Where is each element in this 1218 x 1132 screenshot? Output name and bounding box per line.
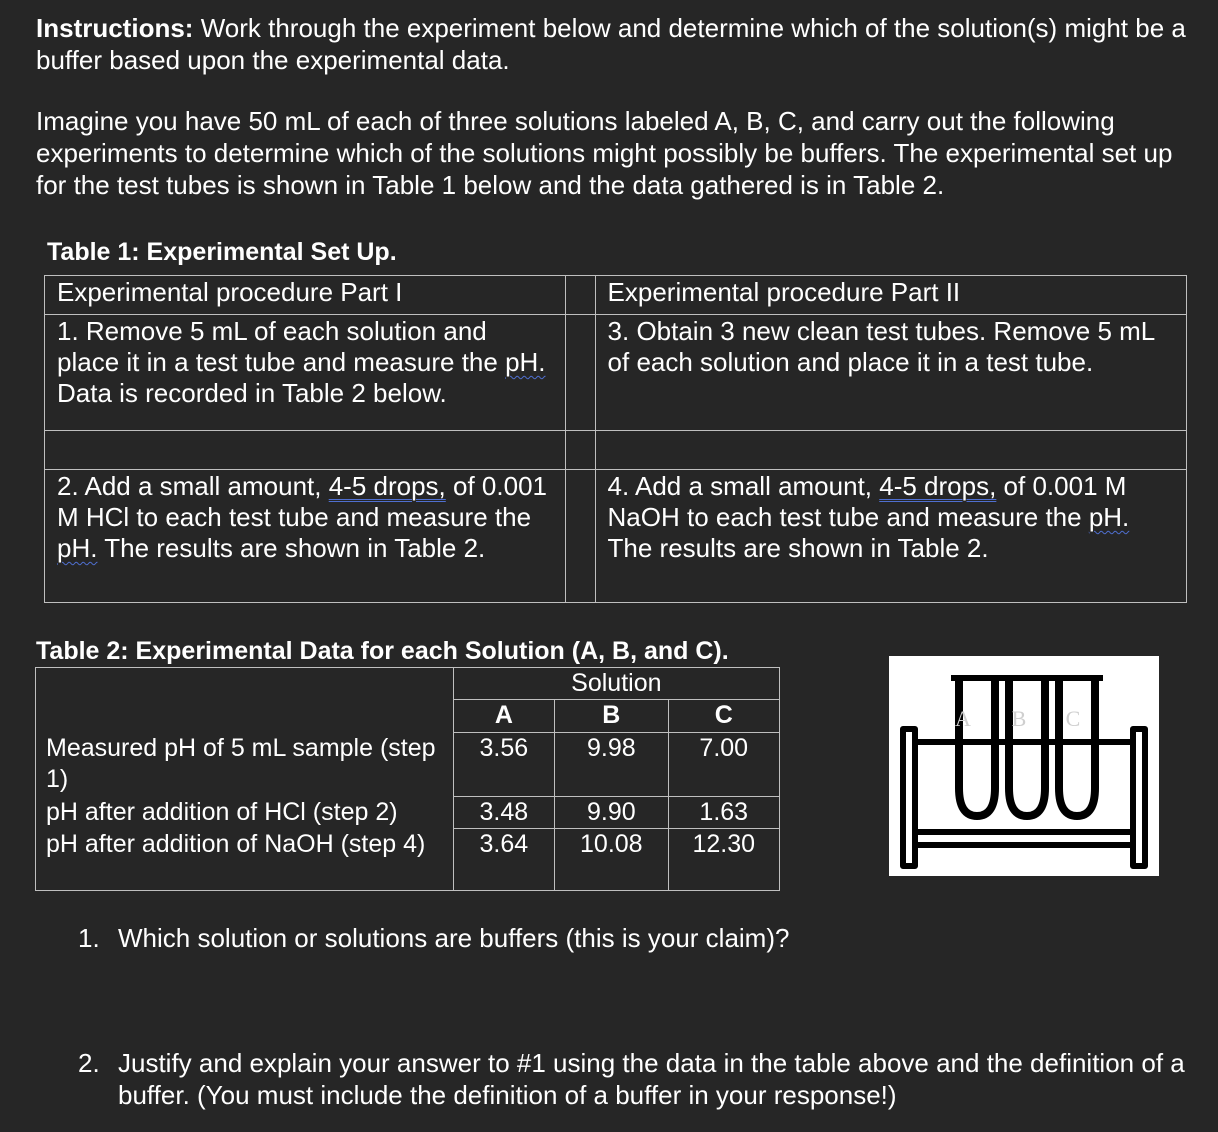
step2-drops: 4-5 drops,	[328, 471, 446, 501]
table1-header-row	[45, 276, 1187, 315]
test-tube-rack-image	[889, 656, 1159, 876]
step2-text-pre: 2. Add a small amount,	[57, 471, 329, 501]
table2-cell-r2-c: 1.63	[668, 797, 779, 829]
table1-step4-cell	[595, 470, 1186, 603]
tube-label-a: A	[955, 706, 971, 731]
table2-cell-r2-a: 3.48	[453, 797, 554, 829]
question-1-number: 1.	[78, 923, 100, 953]
table2-column-header-row	[36, 700, 780, 733]
step2-text-mid: of 0.001 M HCl to each test tube and measure the	[57, 471, 547, 532]
step4-ph: pH.	[1088, 502, 1130, 532]
tube-label-b: B	[1011, 706, 1027, 731]
table2-experimental-data	[35, 667, 780, 891]
step4-text-pre: 4. Add a small amount,	[607, 471, 880, 501]
table2-cell-r2-b: 9.90	[555, 797, 668, 829]
step4-drops: 4-5 drops,	[879, 471, 997, 501]
table1-empty-cell	[595, 431, 1186, 470]
table-row	[36, 733, 780, 797]
step2-text-post: The results are shown in Table 2.	[97, 533, 486, 563]
question-2	[78, 1047, 1198, 1111]
instructions-paragraph	[36, 12, 1201, 76]
question-1	[78, 922, 978, 954]
table-row	[36, 829, 780, 891]
table1-spacer-cell	[565, 276, 595, 315]
table2-col-b-header: B	[555, 700, 668, 733]
table1-step1-cell	[45, 315, 566, 431]
test-tube-rack-icon	[889, 656, 1159, 876]
table2-cell-r1-a: 3.56	[453, 733, 554, 797]
table2-cell-r1-b: 9.98	[555, 733, 668, 797]
table2-row2-label: pH after addition of HCl (step 2)	[36, 797, 454, 829]
table2-col-a-header: A	[453, 700, 554, 733]
step1-text-pre: 1. Remove 5 mL of each solution and place it in a test tube and measure the	[57, 316, 506, 377]
instructions-text: Work through the experiment below and determine which of the solution(s) might be a buffer based upon the experimental data.	[36, 13, 1186, 75]
table2-cell-r3-c: 12.30	[668, 829, 779, 891]
instructions-label: Instructions:	[36, 13, 194, 43]
table2-row3-label: pH after addition of NaOH (step 4)	[36, 829, 454, 891]
intro-paragraph: Imagine you have 50 mL of each of three solutions labeled A, B, C, and carry out the following experiments to determine which of the solutions might possibly be buffers. The experimental set up for the test tubes is shown in Table 1 below and the data gathered is in Table 2.	[36, 106, 1173, 200]
table1-empty-row	[45, 431, 1187, 470]
table2-cell-r1-c: 7.00	[668, 733, 779, 797]
question-1-text: Which solution or solutions are buffers (this is your claim)?	[118, 923, 790, 953]
table2-title: Table 2: Experimental Data for each Solution (A, B, and C).	[36, 637, 729, 665]
table1-experimental-setup	[44, 275, 1187, 603]
table1-header-part1: Experimental procedure Part I	[45, 276, 566, 315]
table1-step2-cell	[45, 470, 566, 603]
step4-text-mid: of 0.001 M NaOH to each test tube and measure the	[607, 471, 1127, 532]
step1-text-post: Data is recorded in Table 2 below.	[57, 378, 447, 408]
table2-col-c-header: C	[668, 700, 779, 733]
question-2-number: 2.	[78, 1048, 100, 1078]
step1-ph: pH.	[505, 347, 546, 377]
table2-cell-r3-a: 3.64	[453, 829, 554, 891]
table1-spacer-cell	[565, 315, 595, 431]
table2-cell-r3-b: 10.08	[555, 829, 668, 891]
step2-ph: pH.	[57, 533, 98, 563]
table2-corner-cell	[36, 668, 454, 700]
table1-spacer-cell	[565, 431, 595, 470]
table1-spacer-cell	[565, 470, 595, 603]
question-2-text: Justify and explain your answer to #1 using the data in the table above and the definition of a buffer. (You must include the definition of a buffer in your response!)	[118, 1048, 1185, 1110]
table1-row-steps-1-3	[45, 315, 1187, 431]
table2-row1-label: Measured pH of 5 mL sample (step 1)	[36, 733, 454, 797]
table1-empty-cell	[45, 431, 566, 470]
step4-text-post: The results are shown in Table 2.	[607, 533, 989, 563]
table1-row-steps-2-4	[45, 470, 1187, 603]
table1-title: Table 1: Experimental Set Up.	[47, 238, 397, 266]
table2-solution-header: Solution	[453, 668, 779, 700]
table-row	[36, 797, 780, 829]
table2-group-header-row	[36, 668, 780, 700]
table1-header-part2: Experimental procedure Part II	[595, 276, 1186, 315]
table1-step3-cell: 3. Obtain 3 new clean test tubes. Remove 5 mL of each solution and place it in a test tube.	[595, 315, 1186, 431]
tube-label-c: C	[1065, 706, 1081, 731]
table2-corner-cell	[36, 700, 454, 733]
